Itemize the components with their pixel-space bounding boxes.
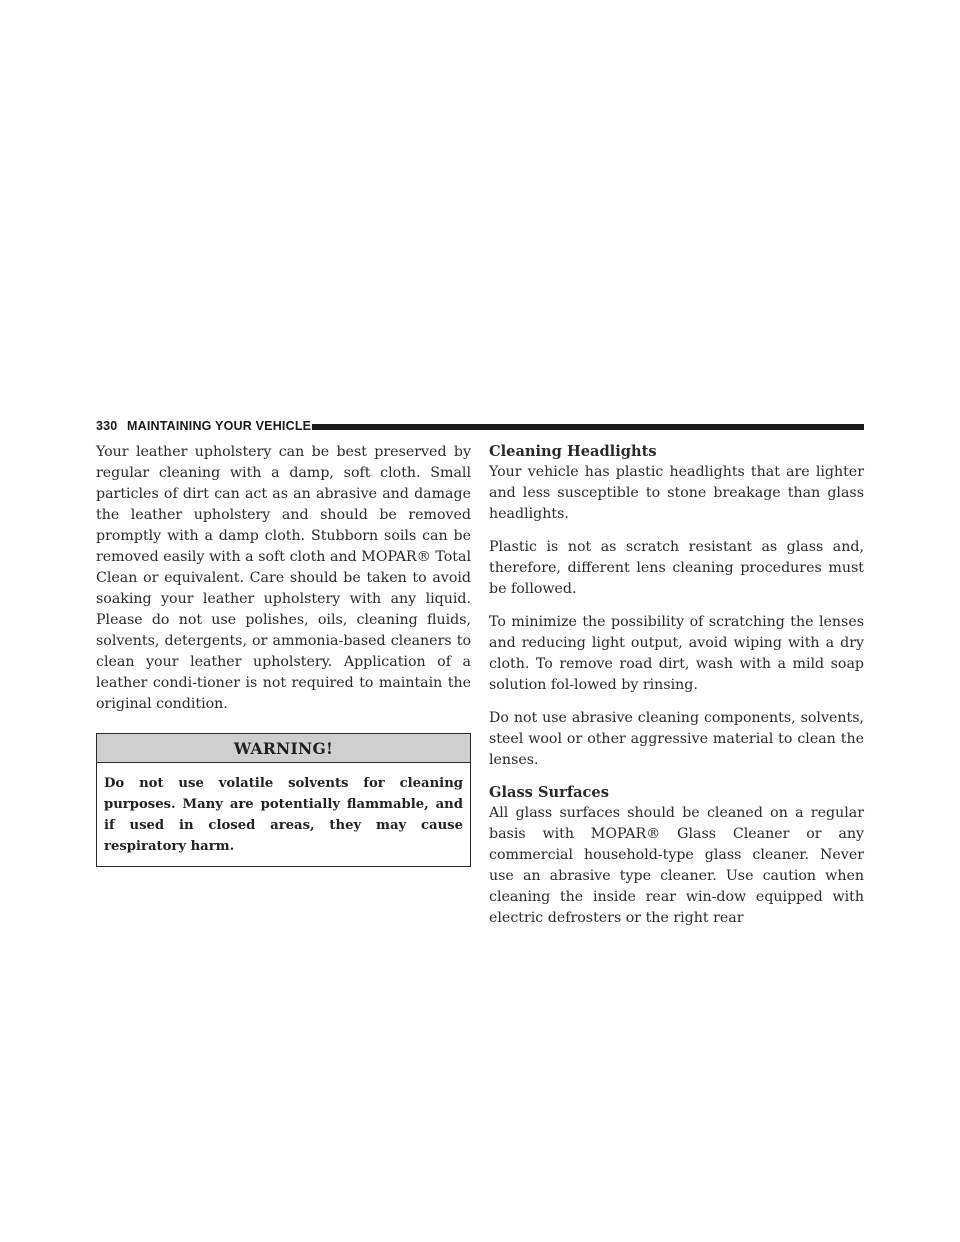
warning-box [96, 733, 471, 867]
warning-title: WARNING! [97, 734, 470, 763]
glass-surfaces-heading: Glass Surfaces [489, 784, 609, 801]
page-number: 330 [96, 419, 118, 433]
headlights-paragraph-1: Your vehicle has plastic headlights that are lighter and less susceptible to stone breakage than glass headlights. [489, 464, 864, 522]
headlights-paragraph-4: Do not use abrasive cleaning components, solvents, steel wool or other aggressive material to clean the lenses. [489, 710, 864, 768]
cleaning-headlights-heading: Cleaning Headlights [489, 443, 657, 460]
page-header [96, 416, 864, 436]
leather-upholstery-paragraph: Your leather upholstery can be best preserved by regular cleaning with a damp, soft cloth. Small particles of dirt can act as an abrasive and damage the leather upholstery and should be removed promptly with a damp cloth. Stubborn soils can be removed easily with a soft cloth and MOPAR® Total Clean or equivalent. Care should be taken to avoid soaking your leather upholstery with any liquid. Please do not use polishes, oils, cleaning fluids, solvents, detergents, or ammonia-based cleaners to clean your leather upholstery. Application of a leather condi-tioner is not required to maintain the original condition. [96, 444, 471, 712]
warning-text: Do not use volatile solvents for cleaning purposes. Many are potentially flammable, and if used in closed areas, they may cause respiratory harm. [104, 776, 463, 854]
headlights-paragraph-3: To minimize the possibility of scratching the lenses and reducing light output, avoid wiping with a dry cloth. To remove road dirt, wash with a mild soap solution fol-lowed by rinsing. [489, 614, 864, 693]
glass-surfaces-paragraph: All glass surfaces should be cleaned on a regular basis with MOPAR® Glass Cleaner or any commercial household-type glass cleaner. Never use an abrasive type cleaner. Use caution when cleaning the inside rear win-dow equipped with electric defrosters or the right rear [489, 805, 864, 926]
left-column [96, 442, 471, 867]
header-rule [312, 424, 864, 430]
headlights-paragraph-2: Plastic is not as scratch resistant as glass and, therefore, different lens cleaning procedures must be followed. [489, 539, 864, 597]
section-title: MAINTAINING YOUR VEHICLE [127, 419, 312, 433]
right-column [489, 442, 864, 941]
